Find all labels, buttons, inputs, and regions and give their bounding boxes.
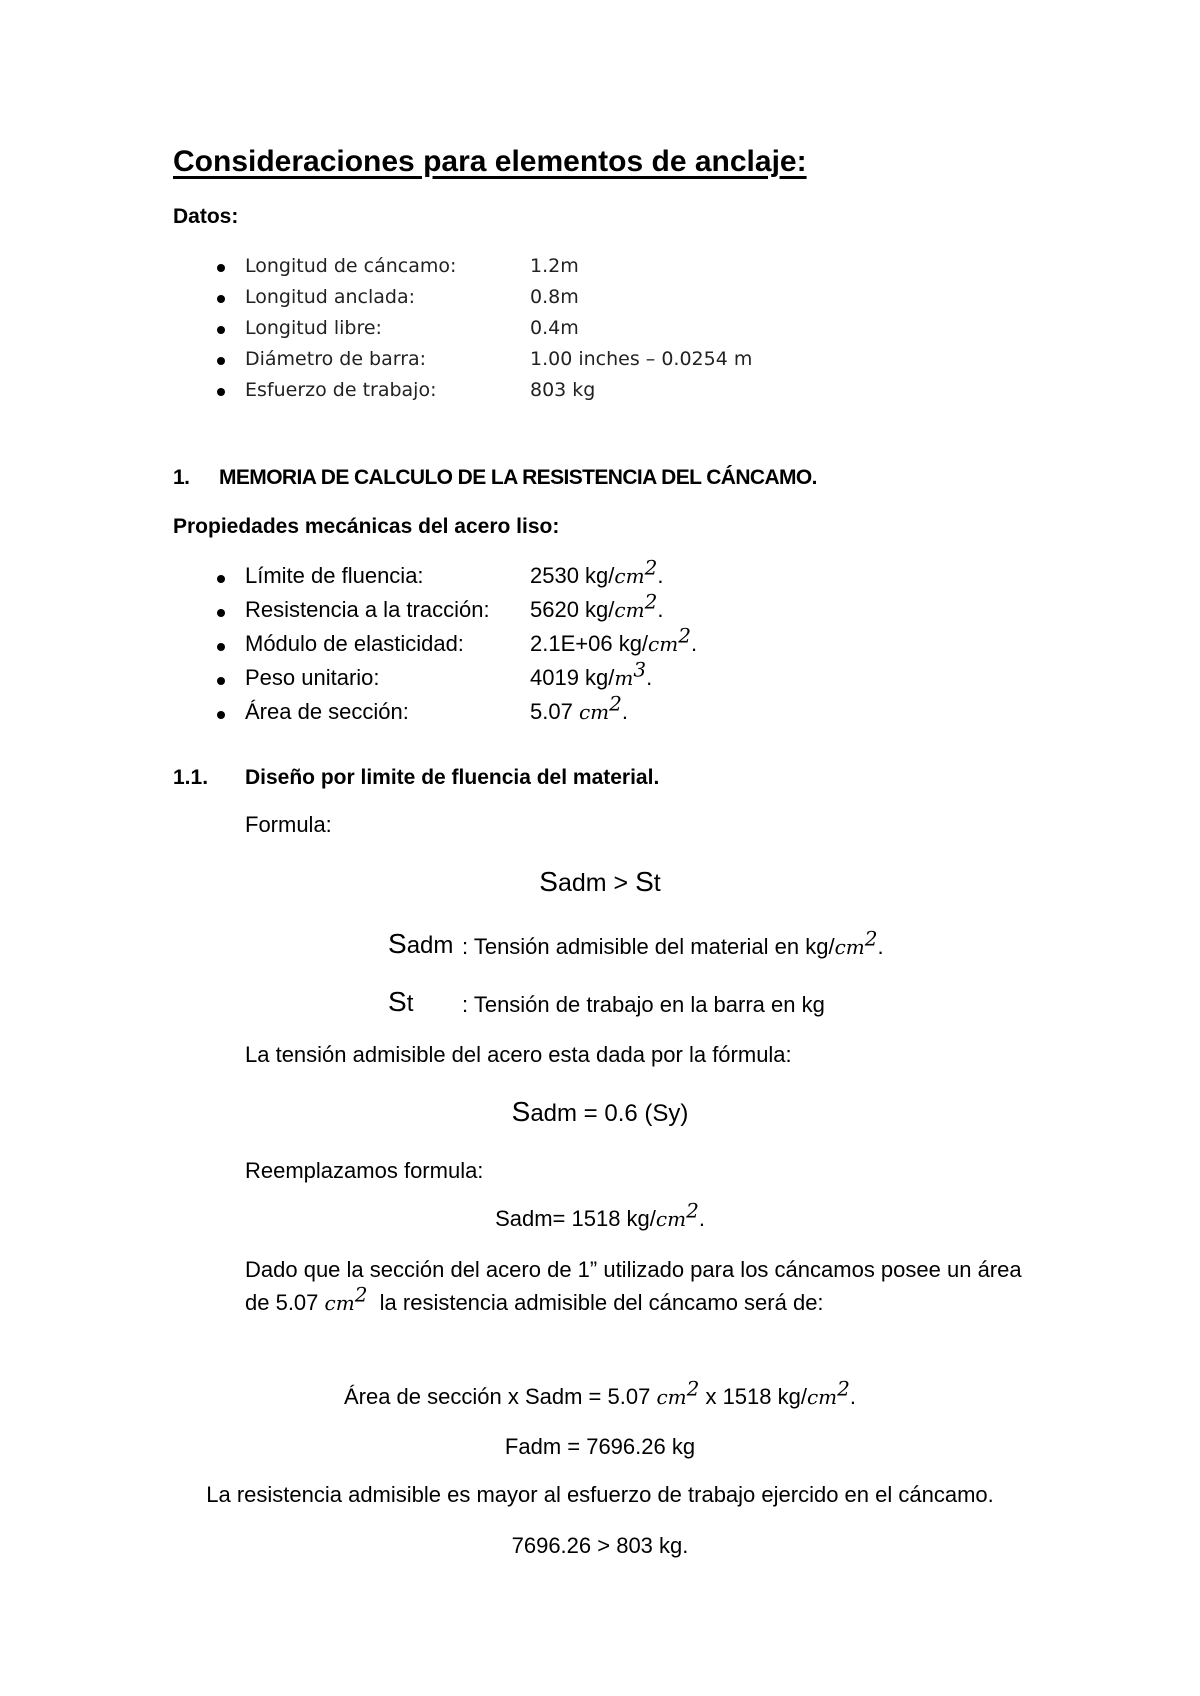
datos-label-item: Esfuerzo de trabajo: <box>245 379 437 401</box>
section-title: MEMORIA DE CALCULO DE LA RESISTENCIA DEL CÁNCAMO. <box>219 466 817 489</box>
bullet-icon <box>217 575 225 583</box>
property-label: Módulo de elasticidad: <box>245 631 464 656</box>
property-value: 2.1E+06 $kg/cm^2$. <box>530 623 698 656</box>
section-1-heading <box>173 466 817 490</box>
property-value: 5620 $kg/cm^2$. <box>530 589 664 622</box>
fadm-result: Fadm = 7696.26 kg <box>504 1434 696 1459</box>
definition-st: St <box>388 986 414 1017</box>
paragraph-line-1: Dado que la sección del acero de 1” utilizado para los cáncamos posee un área <box>245 1257 1022 1282</box>
paragraph-line-2: de 5.07 $cm^2$ la resistencia admisible del cáncamo será de: <box>245 1282 824 1315</box>
bullet-icon <box>217 711 225 719</box>
bullet-icon <box>217 264 225 272</box>
formula-label: Formula: <box>245 812 332 837</box>
properties-label: Propiedades mecánicas del acero liso: <box>173 515 560 538</box>
datos-label: Datos: <box>173 205 239 228</box>
property-value: 2530 $kg/cm^2$. <box>530 555 664 588</box>
conclusion-text: La resistencia admisible es mayor al esfuerzo de trabajo ejercido en el cáncamo. <box>206 1482 994 1507</box>
definition-sadm-text: : Tensión admisible del material en $kg/cm^2$. <box>462 926 884 959</box>
sadm-result: Sadm= 1518 $kg/cm^2$. <box>495 1198 705 1231</box>
property-label: Área de sección: <box>245 699 409 724</box>
bullet-icon <box>217 643 225 651</box>
comparison-text: 7696.26 > 803 kg. <box>511 1533 689 1558</box>
section-title: Diseño por limite de fluencia del material. <box>245 766 660 789</box>
property-value: 4019 $kg/m^3$. <box>530 657 653 690</box>
reemplazamos-text: Reemplazamos formula: <box>245 1158 484 1183</box>
bullet-icon <box>217 388 225 396</box>
bullet-icon <box>217 357 225 365</box>
datos-label-item: Longitud anclada: <box>245 286 416 308</box>
bullet-icon <box>217 295 225 303</box>
area-calculation: Área de sección x Sadm = 5.07 $cm^2$ x 1518 $kg/cm^2$. <box>343 1376 857 1409</box>
bullet-icon <box>217 677 225 685</box>
section-number: 1.1. <box>173 766 209 789</box>
datos-value-item: 0.8m <box>530 286 579 308</box>
bullet-icon <box>217 609 225 617</box>
definition-sadm: Sadm <box>388 928 454 959</box>
page-title: Consideraciones para elementos de anclaje: <box>173 145 807 178</box>
datos-value-item: 1.00 inches – 0.0254 m <box>530 348 753 370</box>
datos-value-item: 1.2m <box>530 255 579 277</box>
datos-label-item: Diámetro de barra: <box>245 348 427 370</box>
section-1-1-heading <box>173 766 659 790</box>
tension-text: La tensión admisible del acero esta dada por la fórmula: <box>245 1042 792 1067</box>
formula-main: Sadm > St <box>539 866 661 897</box>
property-label: Límite de fluencia: <box>245 563 424 588</box>
property-label: Resistencia a la tracción: <box>245 597 490 622</box>
datos-value-item: 803 kg <box>530 379 596 401</box>
datos-label-item: Longitud de cáncamo: <box>245 255 457 277</box>
datos-label-item: Longitud libre: <box>245 317 382 339</box>
bullet-icon <box>217 326 225 334</box>
datos-value-item: 0.4m <box>530 317 579 339</box>
property-value: 5.07 $cm^2$. <box>530 691 628 724</box>
property-label: Peso unitario: <box>245 665 380 690</box>
definition-st-text: : Tensión de trabajo en la barra en kg <box>462 992 825 1017</box>
section-number: 1. <box>173 466 190 489</box>
formula-sadm: Sadm = 0.6 (Sy) <box>511 1096 689 1127</box>
